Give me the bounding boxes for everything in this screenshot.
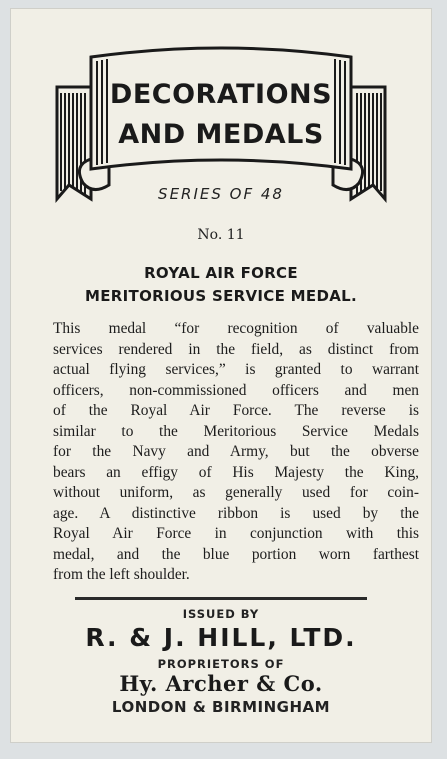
description-line: similar to the Meritorious Service Medals — [53, 422, 419, 440]
description-line: medal, and the blue portion worn farthest — [53, 545, 419, 563]
cigarette-card — [11, 9, 431, 742]
description-line: without uniform, as generally used for coin- — [53, 484, 419, 501]
description-line: officers, non-commissioned officers and men — [53, 381, 419, 399]
medal-title-line-1: ROYAL AIR FORCE — [144, 264, 298, 282]
header-title-line-2: AND MEDALS — [118, 119, 324, 150]
description-line: age. A distinctive ribbon is used by the — [53, 504, 419, 522]
description-line: for the Navy and Army, but the obverse — [53, 443, 419, 460]
description-line: bears an effigy of His Majesty the King, — [53, 463, 419, 481]
description-line: services rendered in the field, as distinct from — [53, 340, 419, 358]
medal-title-line-2: MERITORIOUS SERVICE MEDAL. — [85, 287, 357, 305]
proprietors-label: PROPRIETORS OF — [157, 657, 285, 671]
proprietor-name: Hy. Archer & Co. — [119, 671, 323, 696]
divider-rule — [75, 597, 367, 600]
series-label: SERIES OF 48 — [158, 185, 284, 203]
company-name: R. & J. HILL, LTD. — [85, 623, 357, 652]
description-line: This medal “for recognition of valuable — [53, 320, 419, 337]
description-line: from the left shoulder. — [53, 566, 190, 583]
issued-by-label: ISSUED BY — [182, 607, 260, 621]
description-line: of the Royal Air Force. The reverse is — [53, 402, 419, 419]
description-line: actual flying services,” is granted to warrant — [53, 361, 419, 378]
description-text — [53, 319, 419, 586]
header-title-line-1: DECORATIONS — [109, 79, 333, 110]
description-line: Royal Air Force in conjunction with this — [53, 525, 419, 542]
location-label: LONDON & BIRMINGHAM — [111, 698, 331, 716]
card-number: No. 11 — [197, 227, 245, 243]
